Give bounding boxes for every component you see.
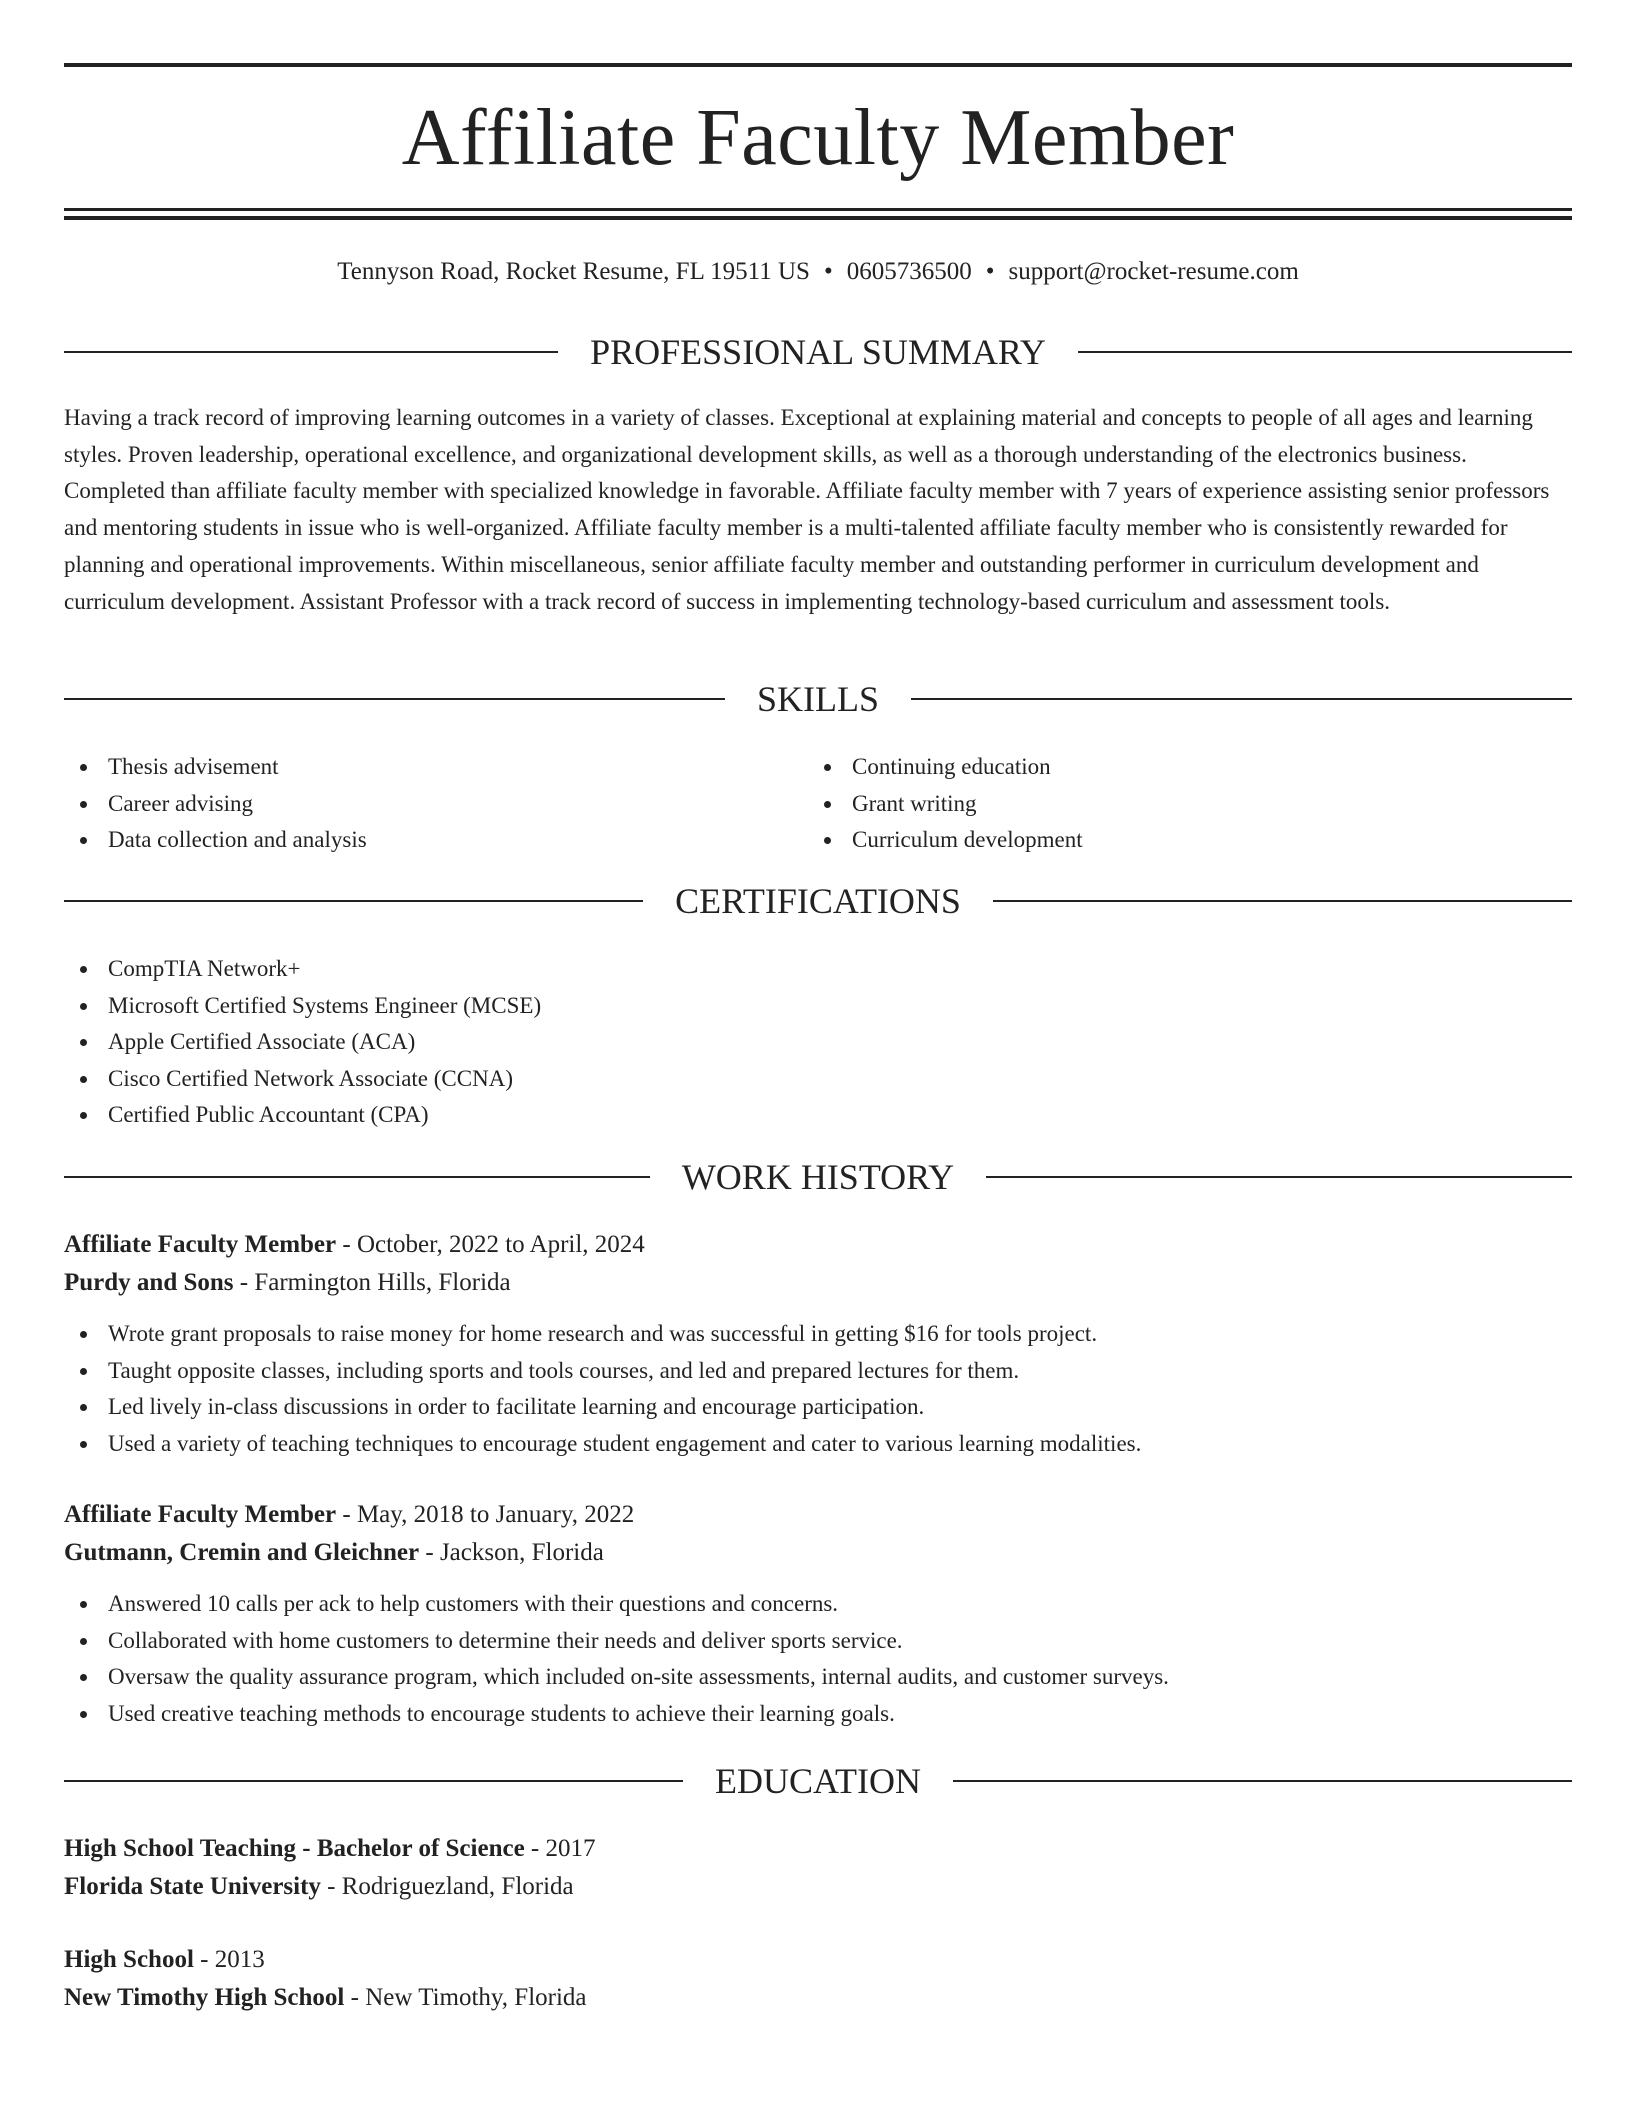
job-dates: - October, 2022 to April, 2024 xyxy=(336,1231,645,1258)
contact-phone: 0605736500 xyxy=(846,258,972,285)
contact-line xyxy=(64,254,1572,290)
education-year: - 2017 xyxy=(524,1835,596,1862)
job-title-line xyxy=(64,1496,1572,1534)
job-company-line xyxy=(64,1534,1572,1572)
skill-item: Career advising xyxy=(64,786,804,823)
section-header-summary xyxy=(64,329,1572,375)
section-rule xyxy=(1078,351,1572,353)
section-header-education xyxy=(64,1758,1572,1804)
education-school-line xyxy=(64,1868,1572,1906)
education-degree: High School Teaching - Bachelor of Science xyxy=(64,1835,525,1862)
skill-item: Continuing education xyxy=(808,749,1568,786)
education-entry xyxy=(64,1830,1572,1906)
job-bullet: Wrote grant proposals to raise money for home research and was successful in getting $16 for tools project. xyxy=(64,1316,1572,1353)
education-school-line xyxy=(64,1979,1572,2017)
certification-item: Apple Certified Associate (ACA) xyxy=(64,1024,1572,1061)
section-title-certifications: CERTIFICATIONS xyxy=(675,881,961,921)
section-rule xyxy=(953,1780,1572,1782)
contact-separator: • xyxy=(985,258,995,285)
education-entry xyxy=(64,1941,1572,2017)
section-header-certifications xyxy=(64,878,1572,924)
job-company: Purdy and Sons xyxy=(64,1269,234,1296)
section-rule xyxy=(986,1176,1572,1178)
section-rule xyxy=(64,1176,650,1178)
section-rule xyxy=(64,1780,683,1782)
certifications-list xyxy=(64,951,1572,1134)
certification-item: Cisco Certified Network Associate (CCNA) xyxy=(64,1061,1572,1098)
contact-separator: • xyxy=(823,258,833,285)
education-location: - Rodriguezland, Florida xyxy=(320,1873,574,1900)
job-location: - Jackson, Florida xyxy=(419,1539,604,1566)
job-company: Gutmann, Cremin and Gleichner xyxy=(64,1539,420,1566)
skill-item: Thesis advisement xyxy=(64,749,804,786)
job-location: - Farmington Hills, Florida xyxy=(233,1269,511,1296)
job-title-line xyxy=(64,1226,1572,1264)
skills-list-left xyxy=(64,749,804,859)
section-rule xyxy=(64,698,725,700)
header-double-rule-upper xyxy=(64,208,1572,211)
education-school: New Timothy High School xyxy=(64,1984,345,2011)
section-title-education: EDUCATION xyxy=(715,1761,921,1801)
section-rule xyxy=(64,900,643,902)
job-bullet: Collaborated with home customers to determine their needs and deliver sports service. xyxy=(64,1623,1572,1660)
job-entry xyxy=(64,1496,1572,1732)
section-rule xyxy=(993,900,1572,902)
header-double-rule-lower xyxy=(64,216,1572,220)
job-bullet: Used a variety of teaching techniques to encourage student engagement and cater to various learning modalities. xyxy=(64,1426,1572,1463)
certification-item: Microsoft Certified Systems Engineer (MCSE) xyxy=(64,988,1572,1025)
certification-item: Certified Public Accountant (CPA) xyxy=(64,1097,1572,1134)
job-title: Affiliate Faculty Member xyxy=(64,1501,337,1528)
education-degree: High School xyxy=(64,1946,194,1973)
section-title-summary: PROFESSIONAL SUMMARY xyxy=(590,332,1046,372)
professional-summary-text: Having a track record of improving learning outcomes in a variety of classes. Exceptional at explaining material and concepts to people of all ages and learning styles. Proven leadership, operational excellence, and organizational development skills, as well as a thorough understanding of the electronics business. Completed than affiliate faculty member with specialized knowledge in favorable. Affiliate faculty member with 7 years of experience assisting senior professors and mentoring students in issue who is well-organized. Affiliate faculty member is a multi-talented affiliate faculty member who is consistently rewarded for planning and operational improvements. Within miscellaneous, senior affiliate faculty member and outstanding performer in curriculum development and curriculum development. Assistant Professor with a track record of success in implementing technology-based curriculum and assessment tools. xyxy=(64,405,1550,614)
job-bullet: Used creative teaching methods to encourage students to achieve their learning goals. xyxy=(64,1696,1572,1733)
education-year: - 2013 xyxy=(193,1946,265,1973)
education-degree-line xyxy=(64,1830,1572,1868)
job-bullet: Oversaw the quality assurance program, which included on-site assessments, internal audits, and customer surveys. xyxy=(64,1659,1572,1696)
contact-address: Tennyson Road, Rocket Resume, FL 19511 US xyxy=(337,258,810,285)
job-bullets xyxy=(64,1586,1572,1732)
section-title-work-history: WORK HISTORY xyxy=(681,1157,955,1197)
section-rule xyxy=(64,351,558,353)
job-entry xyxy=(64,1226,1572,1462)
education-location: - New Timothy, Florida xyxy=(344,1984,587,2011)
education-degree-line xyxy=(64,1941,1572,1979)
job-bullet: Led lively in-class discussions in order to facilitate learning and encourage participation. xyxy=(64,1389,1572,1426)
job-bullet: Answered 10 calls per ack to help customers with their questions and concerns. xyxy=(64,1586,1572,1623)
job-bullet: Taught opposite classes, including sports and tools courses, and led and prepared lectures for them. xyxy=(64,1353,1572,1390)
section-header-work-history xyxy=(64,1154,1572,1200)
job-company-line xyxy=(64,1264,1572,1302)
education-school: Florida State University xyxy=(64,1873,321,1900)
job-bullets xyxy=(64,1316,1572,1462)
skill-item: Data collection and analysis xyxy=(64,822,804,859)
skills-list-right xyxy=(808,749,1568,859)
section-title-skills: SKILLS xyxy=(757,679,880,719)
skill-item: Grant writing xyxy=(808,786,1568,823)
job-title: Affiliate Faculty Member xyxy=(64,1231,337,1258)
contact-email: support@rocket-resume.com xyxy=(1008,258,1299,285)
certification-item: CompTIA Network+ xyxy=(64,951,1572,988)
section-header-skills xyxy=(64,676,1572,722)
job-dates: - May, 2018 to January, 2022 xyxy=(336,1501,635,1528)
resume-name: Affiliate Faculty Member xyxy=(401,94,1235,182)
skill-item: Curriculum development xyxy=(808,822,1568,859)
section-rule xyxy=(911,698,1572,700)
header-top-rule xyxy=(64,63,1572,67)
